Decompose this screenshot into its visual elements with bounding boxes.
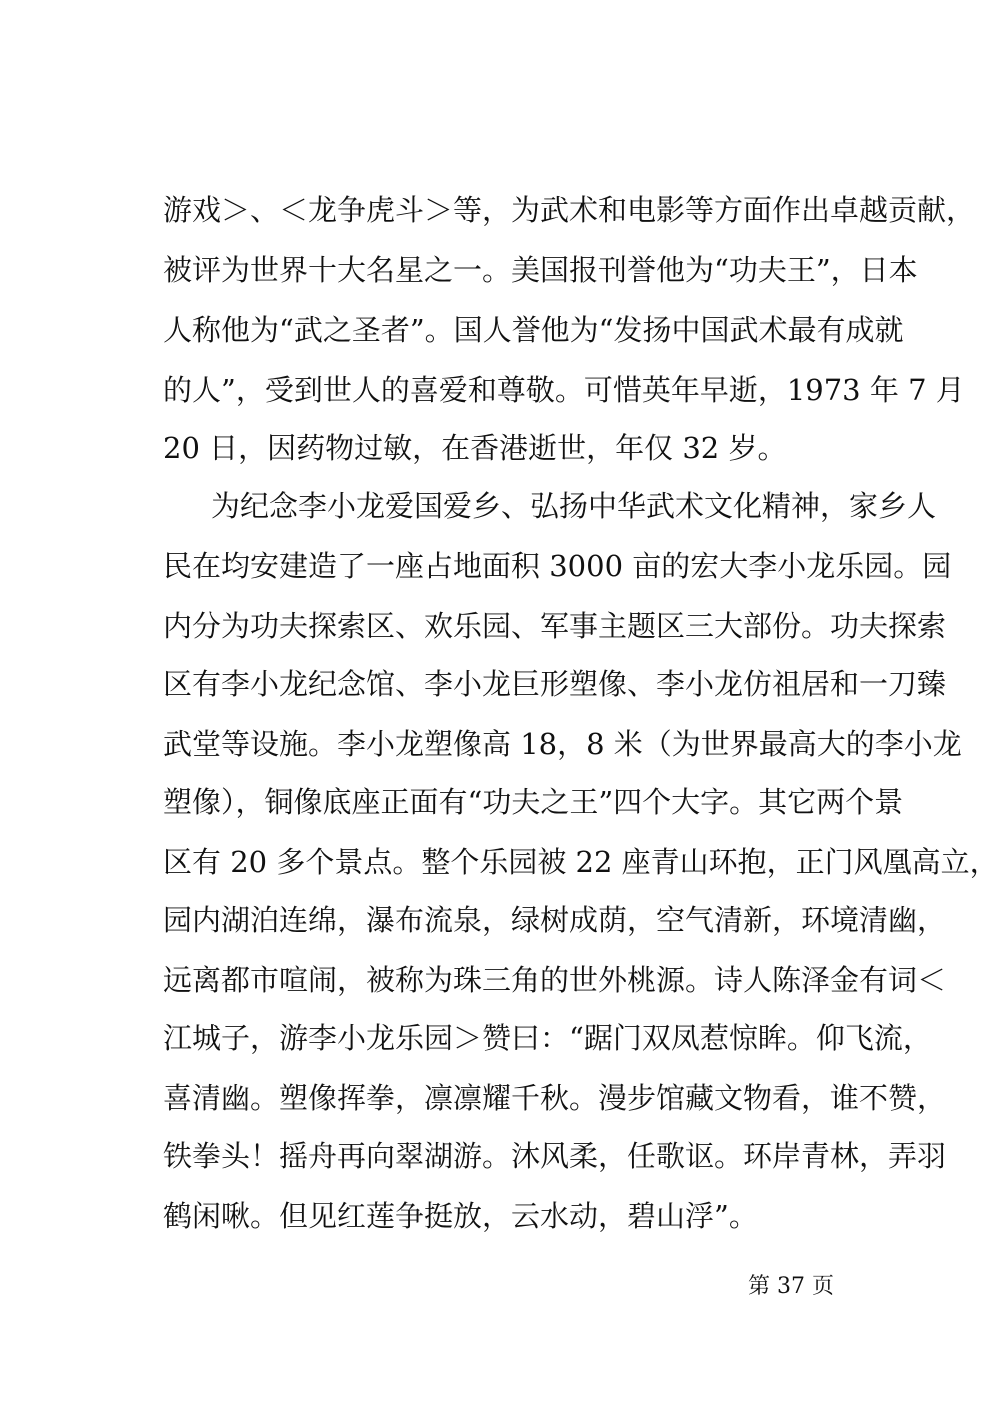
- paragraph-2-line-9: 远离都市喧闹，被称为珠三角的世外桃源。诗人陈泽金有词＜: [163, 963, 947, 997]
- paragraph-2-line-8: 园内湖泊连绵，瀑布流泉，绿树成荫，空气清新，环境清幽，: [163, 903, 947, 937]
- paragraph-1-line-2: 被评为世界十大名星之一。美国报刊誉他为“功夫王”，日本: [163, 253, 918, 287]
- paragraph-2-line-5: 武堂等设施。李小龙塑像高 18，8 米（为世界最高大的李小龙: [163, 727, 962, 761]
- paragraph-1-line-1: 游戏＞、＜龙争虎斗＞等，为武术和电影等方面作出卓越贡献，: [163, 193, 976, 227]
- paragraph-2-line-12: 铁拳头！摇舟再向翠湖游。沐风柔，任歌讴。环岸青林，弄羽: [163, 1139, 947, 1173]
- paragraph-2-line-6: 塑像），铜像底座正面有“功夫之王”四个大字。其它两个景: [163, 785, 904, 819]
- paragraph-1-line-5: 20 日，因药物过敏，在香港逝世，年仅 32 岁。: [163, 431, 787, 465]
- paragraph-2-line-13: 鹤闲啾。但见红莲争挺放，云水动，碧山浮”。: [163, 1199, 758, 1233]
- paragraph-2-line-3: 内分为功夫探索区、欢乐园、军事主题区三大部份。功夫探索: [163, 609, 947, 643]
- paragraph-1-line-4: 的人”，受到世人的喜爱和尊敬。可惜英年早逝，1973 年 7 月: [163, 373, 965, 407]
- paragraph-2-line-10: 江城子，游李小龙乐园＞赞曰：“踞门双凤惹惊眸。仰飞流，: [163, 1021, 932, 1055]
- paragraph-2-line-11: 喜清幽。塑像挥拳，凛凛耀千秋。漫步馆藏文物看，谁不赞，: [163, 1081, 947, 1115]
- paragraph-2-line-2: 民在均安建造了一座占地面积 3000 亩的宏大李小龙乐园。园: [163, 549, 952, 583]
- paragraph-1-line-3: 人称他为“武之圣者”。国人誉他为“发扬中国武术最有成就: [163, 313, 904, 347]
- page-number: 第 37 页: [748, 1274, 834, 1299]
- paragraph-2-line-4: 区有李小龙纪念馆、李小龙巨形塑像、李小龙仿祖居和一刀臻: [163, 667, 947, 701]
- paragraph-2-line-7: 区有 20 多个景点。整个乐园被 22 座青山环抱，正门风凰高立，: [163, 845, 999, 879]
- paragraph-2-line-1: 为纪念李小龙爱国爱乡、弘扬中华武术文化精神，家乡人: [211, 489, 937, 523]
